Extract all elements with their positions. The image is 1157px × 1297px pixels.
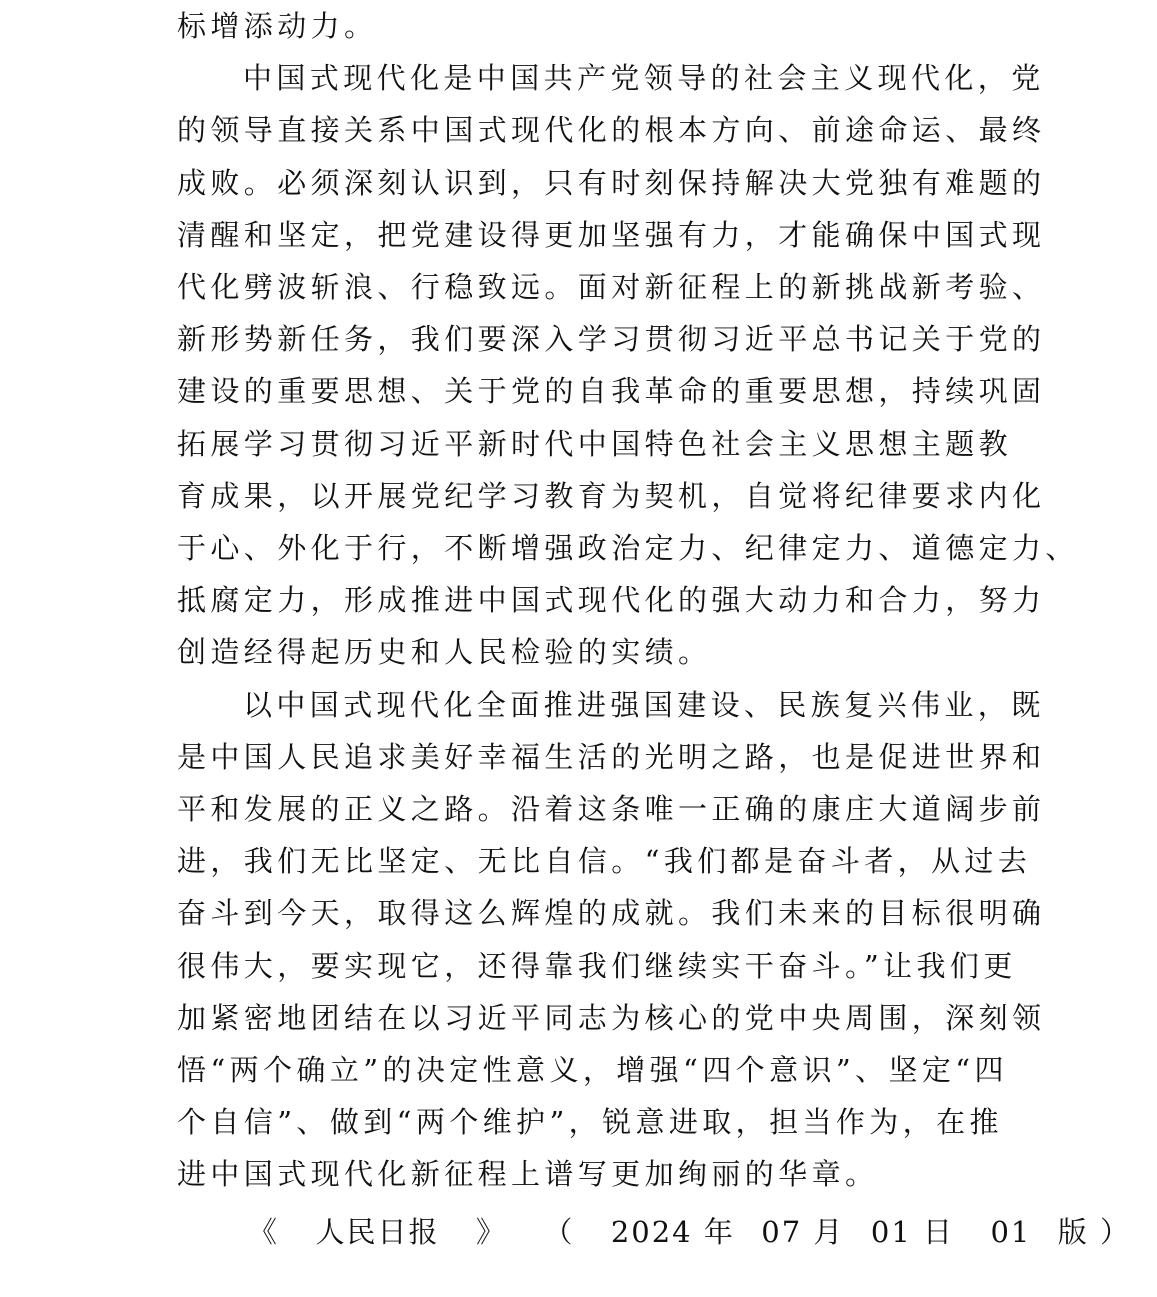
text-line: 个自信”、做到“两个维护”，锐意进取，担当作为，在推 <box>177 1105 1003 1140</box>
text-line: 的领导直接关系中国式现代化的根本方向、前途命运、最终 <box>177 113 1046 148</box>
text-line: 创造经得起历史和人民检验的实绩。 <box>177 635 712 670</box>
source-paren-open: （ <box>543 1215 575 1249</box>
text-line: 建设的重要思想、关于党的自我革命的重要思想，持续巩固 <box>177 374 1046 409</box>
text-line: 中国式现代化是中国共产党领导的社会主义现代化，党 <box>243 61 1045 96</box>
text-line: 拓展学习贯彻习近平新时代中国特色社会主义思想主题教 <box>177 426 1013 461</box>
article-body <box>177 0 1079 1201</box>
text-line: 标增添动力。 <box>177 9 378 43</box>
paragraph <box>177 0 983 52</box>
source-edition: 01 <box>990 1215 1032 1249</box>
source-day-unit: 日 <box>923 1215 955 1249</box>
source-edition-unit: 版 <box>1057 1215 1089 1249</box>
text-line: 新形势新任务，我们要深入学习贯彻习近平总书记关于党的 <box>177 322 1046 357</box>
text-line: 是中国人民追求美好幸福生活的光明之路，也是促进世界和 <box>177 739 1046 774</box>
source-paren-close: ） <box>1100 1215 1132 1249</box>
source-day: 01 <box>870 1215 912 1249</box>
text-line: 悟“两个确立”的决定性意义，增强“四个意识”、坚定“四 <box>177 1053 1008 1088</box>
source-month-unit: 月 <box>813 1215 845 1249</box>
text-line: 很伟大，要实现它，还得靠我们继续实干奋斗。”让我们更 <box>177 948 1017 983</box>
paragraph <box>177 52 1079 678</box>
source-citation <box>248 1206 1131 1258</box>
text-line: 奋斗到今天，取得这么辉煌的成就。我们未来的目标很明确 <box>177 896 1046 931</box>
text-line: 进，我们无比坚定、无比自信。“我们都是奋斗者，从过去 <box>177 844 1032 879</box>
text-line: 清醒和坚定，把党建设得更加坚强有力，才能确保中国式现 <box>177 217 1046 252</box>
source-year: 2024 <box>610 1215 693 1249</box>
source-close-bracket: 》 <box>475 1215 507 1249</box>
source-open-bracket: 《 <box>248 1215 280 1249</box>
text-line: 于心、外化于行，不断增强政治定力、纪律定力、道德定力、 <box>177 531 1079 566</box>
text-line: 平和发展的正义之路。沿着这条唯一正确的康庄大道阔步前 <box>177 792 1046 827</box>
source-year-unit: 年 <box>703 1215 735 1249</box>
source-month: 07 <box>761 1215 803 1249</box>
text-line: 进中国式现代化新征程上谱写更加绚丽的华章。 <box>177 1157 879 1192</box>
text-line: 抵腐定力，形成推进中国式现代化的强大动力和合力，努力 <box>177 583 1046 618</box>
text-line: 育成果，以开展党纪学习教育为契机，自觉将纪律要求内化 <box>177 478 1046 513</box>
text-line: 加紧密地团结在以习近平同志为核心的党中央周围，深刻领 <box>177 1000 1046 1035</box>
text-line: 以中国式现代化全面推进强国建设、民族复兴伟业，既 <box>243 687 1045 722</box>
text-line: 代化劈波斩浪、行稳致远。面对新征程上的新挑战新考验、 <box>177 270 1046 305</box>
paragraph <box>177 679 1046 1201</box>
text-line: 成败。必须深刻认识到，只有时刻保持解决大党独有难题的 <box>177 165 1046 200</box>
source-paper-name: 人民日报 <box>315 1215 440 1249</box>
